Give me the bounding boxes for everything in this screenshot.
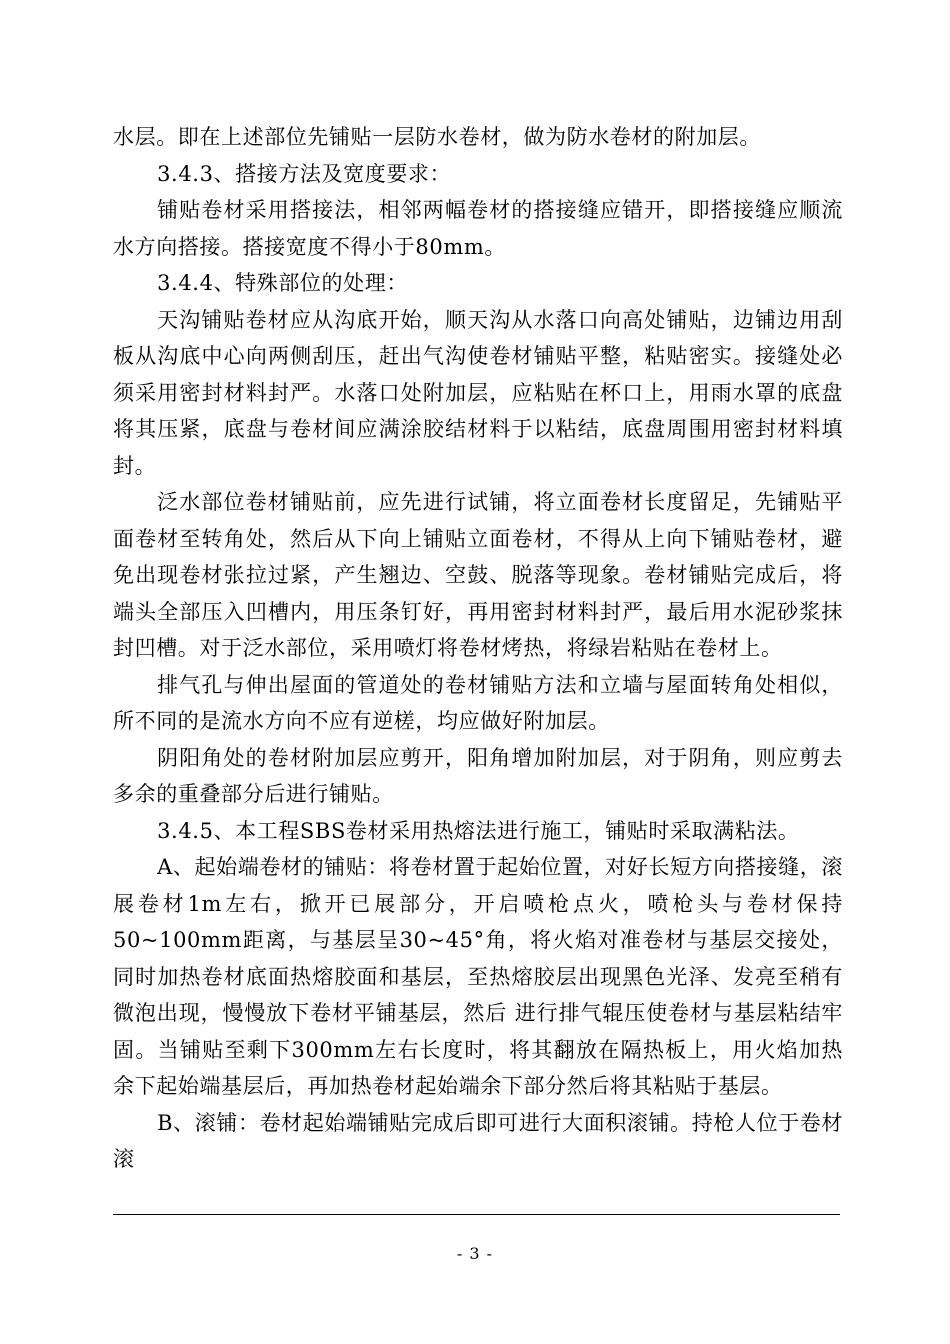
page-number: - 3 - [456, 1244, 494, 1263]
paragraph: 3.4.3、搭接方法及宽度要求： [157, 161, 452, 186]
paragraph: 3.4.4、特殊部位的处理： [157, 271, 408, 295]
footer-divider [113, 1214, 840, 1215]
paragraph: A、起始端卷材的铺贴：将卷材置于起始位置，对好长短方向搭接缝，滚展卷材1m左右，掀开已展部分，开启喷枪点火，喷枪头与卷材保持50~100mm距离，与基层呈30~45°角，将火焰对准卷材与基层交接处，同时加热卷材底面热熔胶面和基层，至热熔胶层出现黑色光泽、发亮至稍有微泡出现，慢慢放下卷材平铺基层，然后 进行排气辊压使卷材与基层粘结牢固。当铺贴至剩下300mm左右长度时，将其翻放在隔热板上，用火焰加热余下起始端基层后，再加热卷材起始端余下部分然后将其粘贴于基层。 [113, 855, 843, 1098]
paragraph: 泛水部位卷材铺贴前，应先进行试铺，将立面卷材长度留足，先铺贴平面卷材至转角处，然后从下向上铺贴立面卷材，不得从上向下铺贴卷材，避免出现卷材张拉过紧，产生翘边、空鼓、脱落等现象。卷材铺贴完成后，将端头全部压入凹槽内，用压条钉好，再用密封材料封严，最后用水泥砂浆抹封凹槽。对于泛水部位，采用喷灯将卷材烤热，将绿岩粘贴在卷材上。 [113, 490, 843, 660]
paragraph: 排气孔与伸出屋面的管道处的卷材铺贴方法和立墙与屋面转角处相似，所不同的是流水方向不应有逆槎，均应做好附加层。 [113, 672, 843, 733]
paragraph: 阴阳角处的卷材附加层应剪开，阳角增加附加层，对于阴角，则应剪去多余的重叠部分后进行铺贴。 [113, 745, 843, 806]
paragraph: 3.4.5、本工程SBS卷材采用热熔法进行施工，铺贴时采取满粘法。 [157, 818, 800, 843]
paragraph: 天沟铺贴卷材应从沟底开始，顺天沟从水落口向高处铺贴，边铺边用刮板从沟底中心向两侧刮压，赶出气沟使卷材铺贴平整，粘贴密实。接缝处必须采用密封材料封严。水落口处附加层，应粘贴在杯口上，用雨水罩的底盘将其压紧，底盘与卷材间应满涂胶结材料于以粘结，底盘周围用密封材料填封。 [113, 307, 843, 478]
paragraph: 水层。即在上述部位先铺贴一层防水卷材，做为防水卷材的附加层。 [113, 125, 761, 149]
body-text [113, 119, 843, 1178]
paragraph: 铺贴卷材采用搭接法，相邻两幅卷材的搭接缝应错开，即搭接缝应顺流水方向搭接。搭接宽度不得小于80mm。 [113, 198, 843, 259]
paragraph: B、滚铺：卷材起始端铺贴完成后即可进行大面积滚铺。持枪人位于卷材滚 [113, 1110, 843, 1171]
